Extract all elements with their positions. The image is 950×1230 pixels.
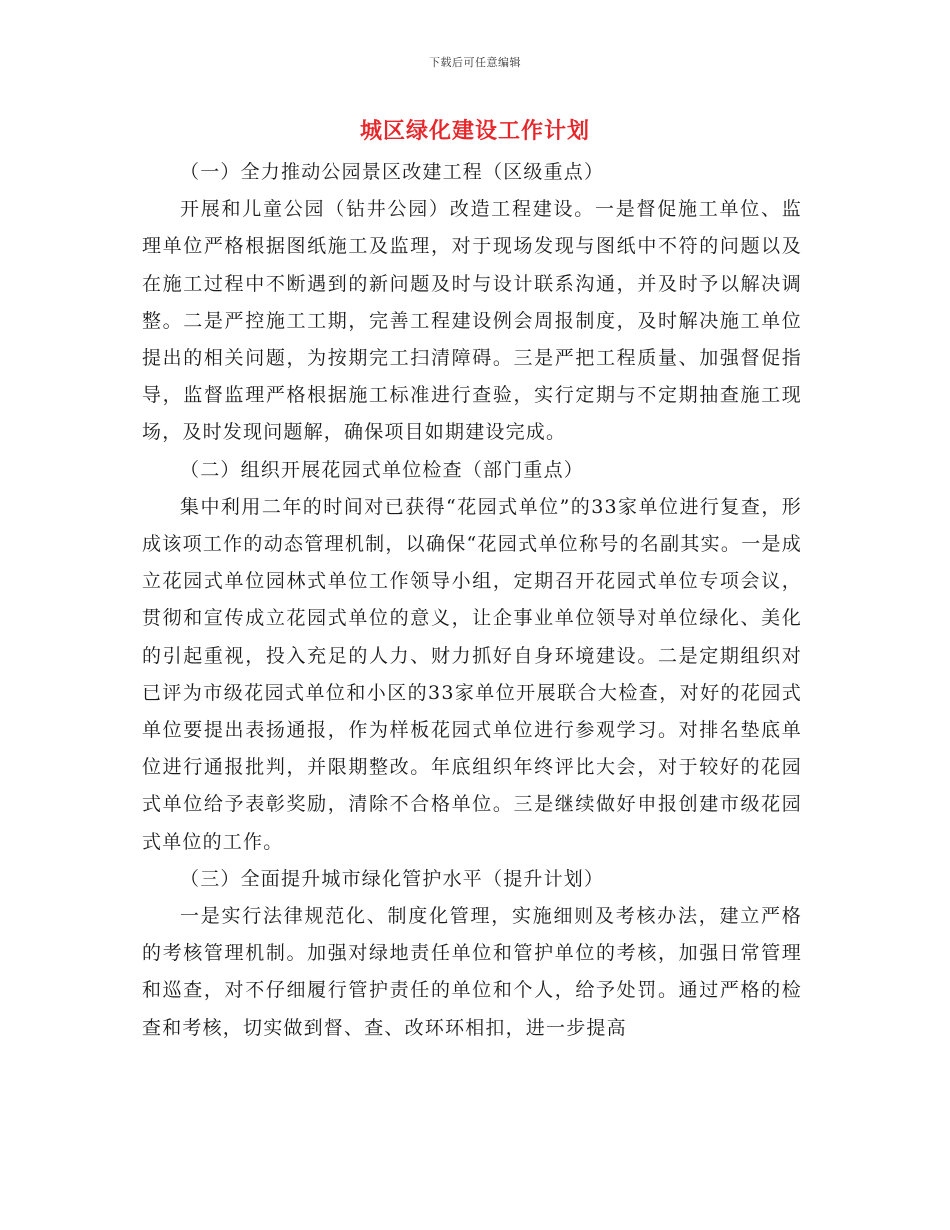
section-1-body: 开展和儿童公园（钻井公园）改造工程建设。一是督促施工单位、监理单位严格根据图纸施工及监理，对于现场发现与图纸中不符的问题以及在施工过程中不断遇到的新问题及时与设计联系沟通，并及时予以解决调整。二是严控施工工期，完善工程建设例会周报制度，及时解决施工单位提出的相关问题，为按期完工扫清障碍。三是严把工程质量、加强督促指导，监督监理严格根据施工标准进行查验，实行定期与不定期抽查施工现场，及时发现问题解，确保项目如期建设完成。 <box>142 198 802 444</box>
section-3-body: 一是实行法律规范化、制度化管理，实施细则及考核办法，建立严格的考核管理机制。加强对绿地责任单位和管护单位的考核，加强日常管理和巡查，对不仔细履行管护责任的单位和个人，给予处罚。通过严格的检查和考核，切实做到督、查、改环环相扣，进一步提高 <box>142 905 802 1039</box>
page-header-note: 下载后可任意编辑 <box>429 56 521 69</box>
section-3-heading: （三）全面提升城市绿化管护水平（提升计划） <box>180 867 605 890</box>
section-2-heading: （二）组织开展花园式单位检查（部门重点） <box>180 458 585 481</box>
section-1-heading: （一）全力推动公园景区改建工程（区级重点） <box>180 161 605 183</box>
document-title: 城区绿化建设工作计划 <box>359 118 590 144</box>
document-body <box>142 154 802 1047</box>
section-2-body: 集中利用二年的时间对已获得“花园式单位”的33家单位进行复查，形成该项工作的动态管理机制，以确保“花园式单位称号的名副其实。一是成立花园式单位园林式单位工作领导小组，定期召开花园式单位专项会议，贯彻和宣传成立花园式单位的意义，让企事业单位领导对单位绿化、美化的引起重视，投入充足的人力、财力抓好自身环境建设。二是定期组织对已评为市级花园式单位和小区的33家单位开展联合大检查，对好的花园式单位要提出表扬通报，作为样板花园式单位进行参观学习。对排名垫底单位进行通报批判，并限期整改。年底组织年终评比大会，对于较好的花园式单位给予表彰奖励，清除不合格单位。三是继续做好申报创建市级花园式单位的工作。 <box>142 495 802 853</box>
